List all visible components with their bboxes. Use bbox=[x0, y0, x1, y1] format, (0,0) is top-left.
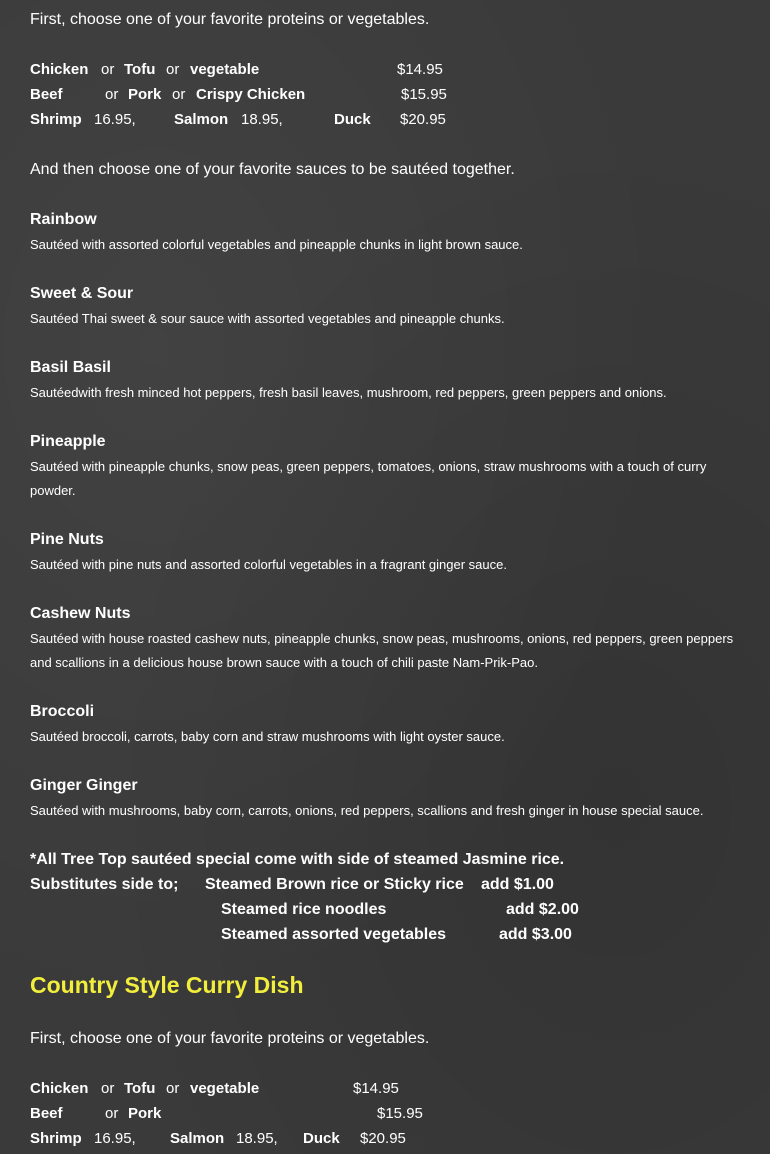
price: 18.95, bbox=[241, 111, 283, 128]
substitute-item: Steamed rice noodles bbox=[221, 901, 387, 918]
protein-duck: Duck bbox=[334, 111, 371, 128]
sauce-description: Sautéed with pine nuts and assorted colorful vegetables in a fragrant ginger sauce. bbox=[30, 557, 507, 572]
protein-beef: Beef bbox=[30, 86, 63, 103]
protein-chicken: Chicken bbox=[30, 61, 89, 78]
protein-chicken: Chicken bbox=[30, 1080, 89, 1097]
sauce-name: Sweet & Sour bbox=[30, 285, 134, 302]
price: $14.95 bbox=[397, 61, 443, 78]
sauce-name: Rainbow bbox=[30, 211, 97, 228]
substitute-item: Steamed Brown rice or Sticky rice bbox=[205, 876, 464, 893]
substitute-item: Steamed assorted vegetables bbox=[221, 926, 446, 943]
substitute-price: add $1.00 bbox=[481, 876, 554, 893]
substitute-price: add $2.00 bbox=[506, 901, 579, 918]
price: $15.95 bbox=[377, 1105, 423, 1122]
sauce-description: Sautéed with house roasted cashew nuts, pineapple chunks, snow peas, mushrooms, onions, red peppers, green peppers and scallions in a delicious house brown sauce with a touch of chili paste Nam-Prik-Pao. bbox=[30, 631, 734, 670]
sauce-name: Basil Basil bbox=[30, 359, 111, 376]
price: $14.95 bbox=[353, 1080, 399, 1097]
price: 16.95, bbox=[94, 111, 136, 128]
sauce-description: Sautéed with assorted colorful vegetables and pineapple chunks in light brown sauce. bbox=[30, 237, 523, 252]
sauce-description: Sautéed broccoli, carrots, baby corn and straw mushrooms with light oyster sauce. bbox=[30, 729, 505, 744]
or-label: or bbox=[105, 86, 119, 103]
or-label: or bbox=[172, 86, 186, 103]
sauce-description: Sautéed Thai sweet & sour sauce with assorted vegetables and pineapple chunks. bbox=[30, 311, 505, 326]
or-label: or bbox=[105, 1105, 119, 1122]
sauce-description: Sautéedwith fresh minced hot peppers, fresh basil leaves, mushroom, red peppers, green peppers and onions. bbox=[30, 385, 667, 400]
protein-pork: Pork bbox=[128, 1105, 162, 1122]
rice-note: *All Tree Top sautéed special come with side of steamed Jasmine rice. bbox=[30, 851, 565, 868]
or-label: or bbox=[166, 61, 180, 78]
sauce-name: Ginger Ginger bbox=[30, 777, 138, 794]
protein-salmon: Salmon bbox=[170, 1130, 225, 1147]
price: $15.95 bbox=[401, 86, 447, 103]
protein-tofu: Tofu bbox=[124, 1080, 156, 1097]
sauce-name: Broccoli bbox=[30, 703, 95, 720]
substitute-price: add $3.00 bbox=[499, 926, 572, 943]
price: 18.95, bbox=[236, 1130, 278, 1147]
protein-shrimp: Shrimp bbox=[30, 1130, 82, 1147]
sauce-description: Sautéed with pineapple chunks, snow peas, green peppers, tomatoes, onions, straw mushrooms with a touch of curry powder. bbox=[30, 459, 707, 498]
section-title: Country Style Curry Dish bbox=[30, 972, 304, 998]
price: $20.95 bbox=[360, 1130, 406, 1147]
protein-shrimp: Shrimp bbox=[30, 111, 82, 128]
protein-intro: First, choose one of your favorite proteins or vegetables. bbox=[30, 11, 430, 28]
sauce-name: Pine Nuts bbox=[30, 531, 104, 548]
protein-vegetable: vegetable bbox=[190, 1080, 260, 1097]
protein-salmon: Salmon bbox=[174, 111, 229, 128]
sauce-description: Sautéed with mushrooms, baby corn, carrots, onions, red peppers, scallions and fresh ginger in house special sauce. bbox=[30, 803, 704, 818]
protein-tofu: Tofu bbox=[124, 61, 156, 78]
or-label: or bbox=[101, 61, 115, 78]
price: 16.95, bbox=[94, 1130, 136, 1147]
sauce-intro: And then choose one of your favorite sauces to be sautéed together. bbox=[30, 161, 515, 178]
protein-beef: Beef bbox=[30, 1105, 63, 1122]
sauce-name: Pineapple bbox=[30, 433, 106, 450]
or-label: or bbox=[166, 1080, 180, 1097]
protein-vegetable: vegetable bbox=[190, 61, 260, 78]
substitutes-label: Substitutes side to; bbox=[30, 876, 179, 893]
protein-duck: Duck bbox=[303, 1130, 340, 1147]
or-label: or bbox=[101, 1080, 115, 1097]
sauce-name: Cashew Nuts bbox=[30, 605, 131, 622]
protein-pork: Pork bbox=[128, 86, 162, 103]
protein-intro: First, choose one of your favorite proteins or vegetables. bbox=[30, 1030, 430, 1047]
protein-crispy-chicken: Crispy Chicken bbox=[196, 86, 306, 103]
price: $20.95 bbox=[400, 111, 446, 128]
